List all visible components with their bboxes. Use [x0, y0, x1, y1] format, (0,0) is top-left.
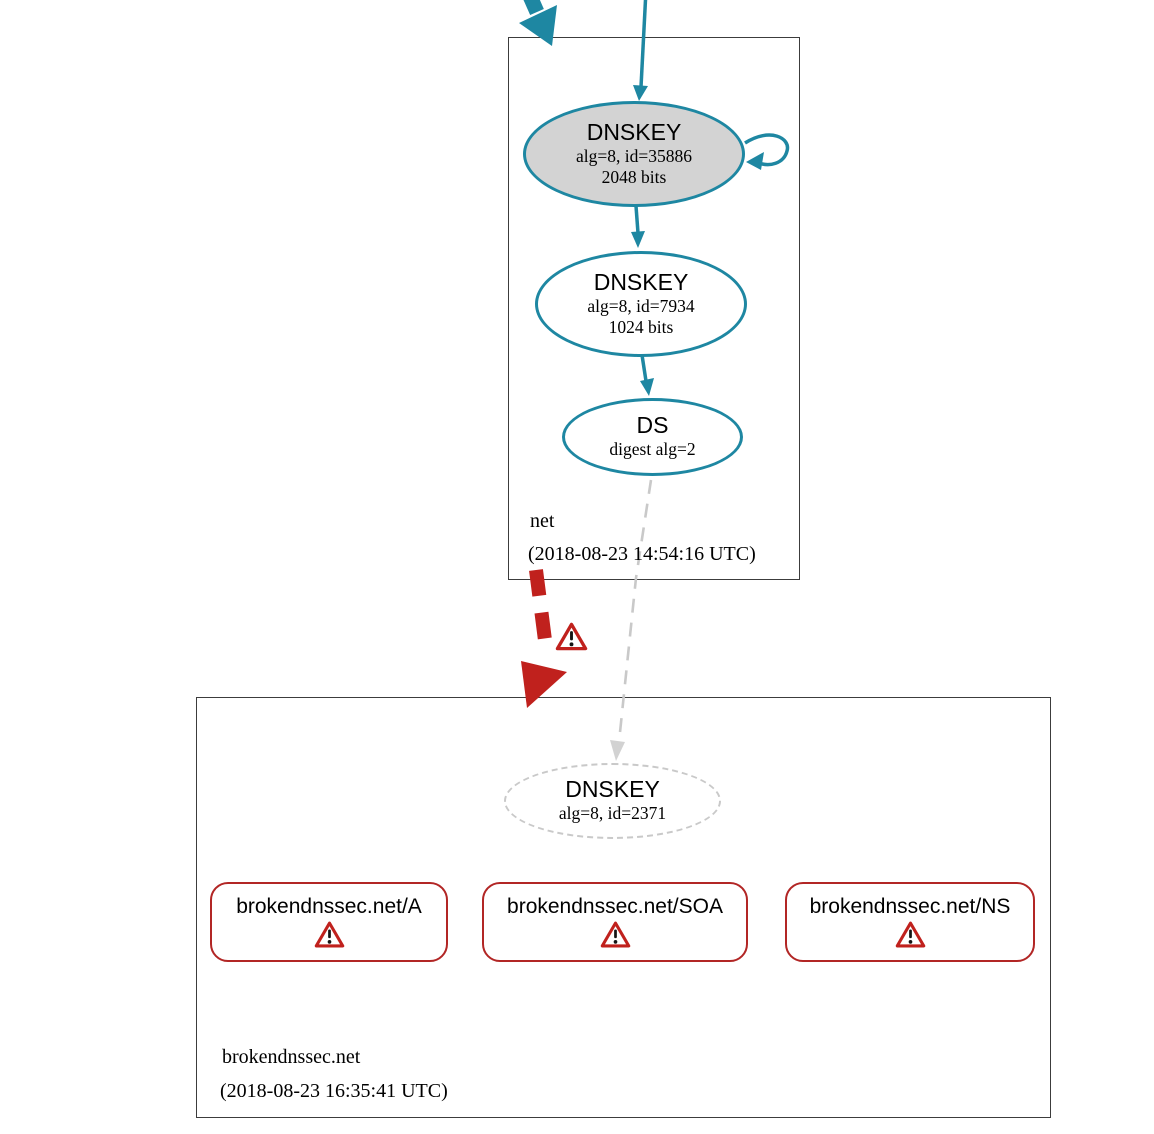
node-detail: 2048 bits: [601, 166, 667, 187]
node-net-zsk[interactable]: [535, 251, 747, 357]
node-brokendnssec-dnskey[interactable]: [504, 763, 721, 839]
rrset-brokendnssec-soa[interactable]: [482, 882, 748, 962]
node-title: DNSKEY: [565, 776, 660, 803]
node-detail: digest alg=2: [609, 439, 696, 460]
node-detail: alg=8, id=2371: [558, 803, 667, 824]
node-detail: alg=8, id=35886: [576, 145, 692, 166]
node-title: DNSKEY: [586, 118, 682, 145]
node-net-ds[interactable]: [562, 398, 743, 476]
zone-timestamp-brokendnssec-net: (2018-08-23 16:35:41 UTC): [220, 1080, 448, 1102]
warning-icon: [600, 920, 631, 949]
rrset-label: brokendnssec.net/NS: [809, 895, 1011, 918]
node-detail: 1024 bits: [608, 316, 674, 337]
zone-timestamp-net: (2018-08-23 14:54:16 UTC): [528, 543, 756, 565]
rrset-label: brokendnssec.net/SOA: [507, 895, 723, 918]
node-title: DS: [636, 412, 669, 439]
rrset-brokendnssec-ns[interactable]: [785, 882, 1035, 962]
node-net-ksk[interactable]: [523, 101, 745, 207]
warning-icon: [555, 621, 588, 652]
rrset-label: brokendnssec.net/A: [236, 895, 422, 918]
node-title: DNSKEY: [593, 268, 689, 295]
zone-name-brokendnssec-net: brokendnssec.net: [222, 1046, 361, 1068]
warning-icon: [314, 920, 345, 949]
rrset-brokendnssec-a[interactable]: [210, 882, 448, 962]
zone-name-net: net: [530, 510, 555, 532]
warning-icon: [895, 920, 926, 949]
node-detail: alg=8, id=7934: [587, 295, 695, 316]
